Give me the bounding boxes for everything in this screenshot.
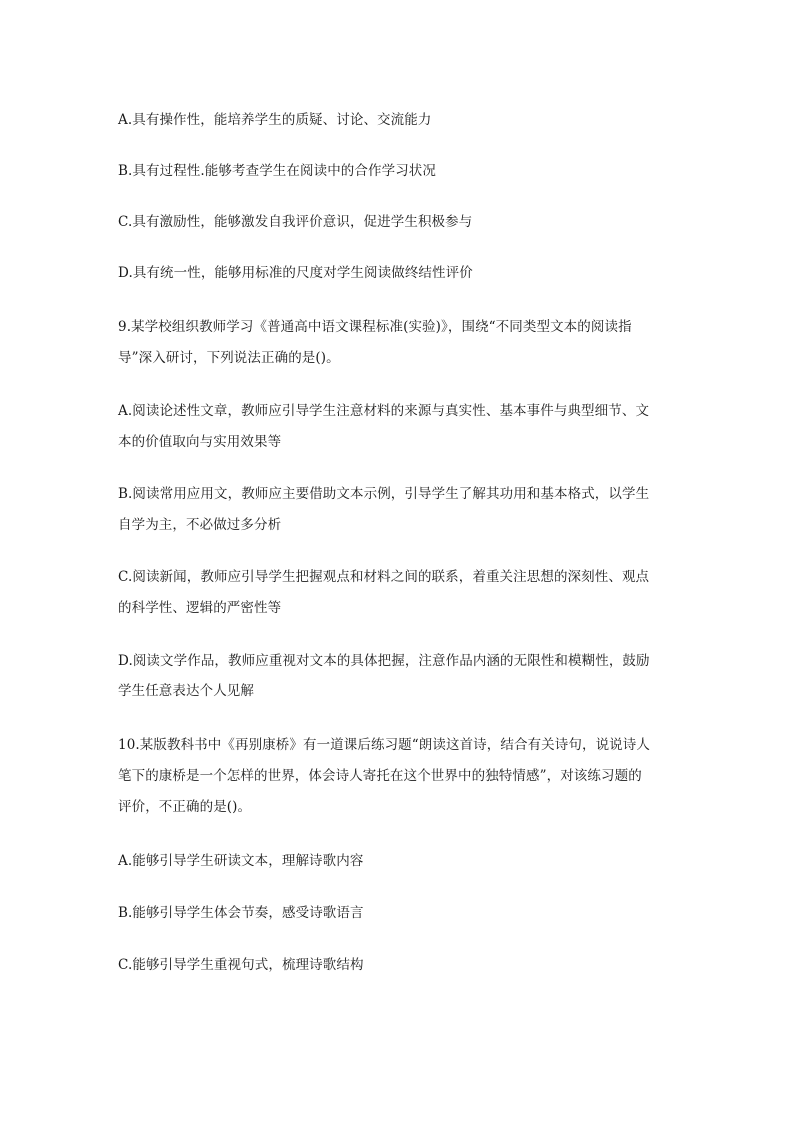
q9-option-a-line-1: A.阅读论述性文章，教师应引导学生注意材料的来源与真实性、基本事件与典型细节、文 bbox=[118, 403, 650, 419]
q8-option-a: A.具有操作性，能培养学生的质疑、讨论、交流能力 bbox=[118, 112, 432, 128]
q9-option-b-line-1: B.阅读常用应用文，教师应主要借助文本示例，引导学生了解其功用和基本格式，以学生 bbox=[118, 486, 650, 502]
q9-option-c-line-2: 的科学性、逻辑的严密性等 bbox=[118, 600, 282, 616]
q10-stem-line-2: 笔下的康桥是一个怎样的世界，体会诗人寄托在这个世界中的独特情感”，对该练习题的 bbox=[118, 768, 642, 784]
q9-option-a-line-2: 本的价值取向与实用效果等 bbox=[118, 434, 282, 450]
q8-option-b: B.具有过程性.能够考查学生在阅读中的合作学习状况 bbox=[118, 163, 437, 179]
q10-stem-line-1: 10.某版教科书中《再别康桥》有一道课后练习题“朗读这首诗，结合有关诗句，说说诗人 bbox=[118, 737, 650, 753]
q8-option-c: C.具有激励性，能够激发自我评价意识，促进学生积极参与 bbox=[118, 214, 473, 230]
q9-stem-line-2: 导”深入研讨，下列说法正确的是()。 bbox=[118, 350, 340, 366]
q9-option-d-line-2: 学生任意表达个人见解 bbox=[118, 683, 254, 699]
q9-option-b-line-2: 自学为主，不必做过多分析 bbox=[118, 517, 282, 533]
q10-option-a: A.能够引导学生研读文本，理解诗歌内容 bbox=[118, 853, 364, 869]
q10-option-b: B.能够引导学生体会节奏，感受诗歌语言 bbox=[118, 905, 364, 921]
q9-stem-line-1: 9.某学校组织教师学习《普通高中语文课程标准(实验)》，围绕“不同类型文本的阅读指 bbox=[118, 319, 632, 335]
q10-option-c: C.能够引导学生重视句式，梳理诗歌结构 bbox=[118, 957, 364, 973]
q10-stem-line-3: 评价，不正确的是()。 bbox=[118, 799, 252, 815]
q8-option-d: D.具有统一性，能够用标准的尺度对学生阅读做终结性评价 bbox=[118, 265, 473, 281]
q9-option-d-line-1: D.阅读文学作品，教师应重视对文本的具体把握，注意作品内涵的无限性和模糊性，鼓励 bbox=[118, 653, 650, 669]
q9-option-c-line-1: C.阅读新闻，教师应引导学生把握观点和材料之间的联系，着重关注思想的深刻性、观点 bbox=[118, 569, 650, 585]
